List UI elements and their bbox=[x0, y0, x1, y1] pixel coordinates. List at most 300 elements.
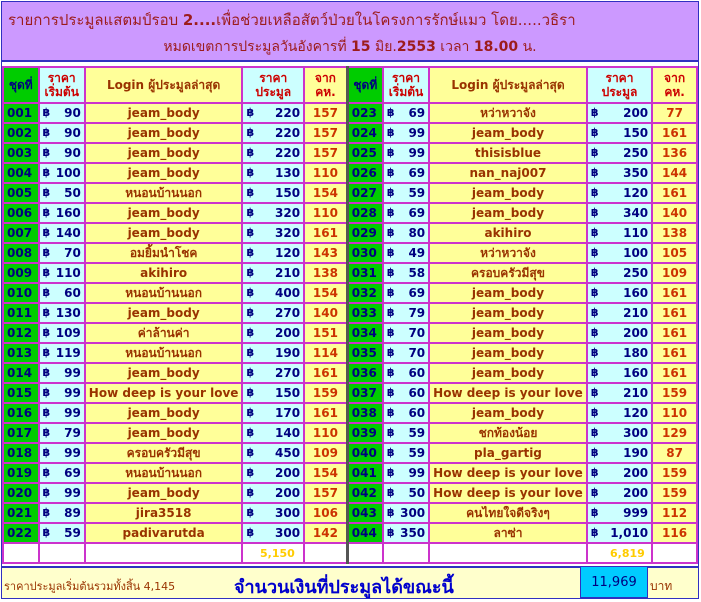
cell-comment-ref: 129 bbox=[652, 423, 697, 443]
bid-price-value: 400 bbox=[275, 286, 301, 300]
baht-symbol: ฿ bbox=[386, 366, 395, 379]
blank-cell bbox=[429, 543, 587, 563]
cell-bid-price bbox=[242, 463, 304, 483]
bid-price-value: 200 bbox=[275, 486, 301, 500]
cell-item-id: 005 bbox=[3, 183, 39, 203]
header-title-part: เพื่อช่วยเหลือสัตว์ป่วยในโครงการรักษ์แมว โดย.....วธิรา bbox=[216, 11, 576, 29]
cell-comment-ref: 77 bbox=[652, 103, 697, 123]
start-price-value: 89 bbox=[64, 506, 81, 520]
cell-login: jeam_body bbox=[85, 423, 243, 443]
table-row bbox=[3, 463, 697, 483]
cell-login: jeam_body bbox=[429, 403, 587, 423]
table-header-row bbox=[3, 67, 697, 103]
cell-comment-ref: 109 bbox=[652, 263, 697, 283]
blank-cell bbox=[39, 543, 85, 563]
bid-price-value: 999 bbox=[623, 506, 649, 520]
cell-start-price bbox=[383, 403, 429, 423]
table-row bbox=[3, 163, 697, 183]
bid-price-value: 210 bbox=[275, 266, 301, 280]
cell-start-price bbox=[383, 103, 429, 123]
cell-login: คนไทยใจดีจริงๆ bbox=[429, 503, 587, 523]
start-price-value: 59 bbox=[408, 426, 426, 440]
baht-symbol: ฿ bbox=[246, 226, 255, 239]
start-price-value: 59 bbox=[408, 186, 426, 200]
cell-item-id: 014 bbox=[3, 363, 39, 383]
cell-comment-ref: 161 bbox=[652, 183, 697, 203]
deadline-part: เวลา bbox=[435, 39, 474, 55]
cell-item-id: 022 bbox=[3, 523, 39, 543]
cell-bid-price bbox=[587, 483, 652, 503]
cell-item-id: 002 bbox=[3, 123, 39, 143]
cell-item-id: 020 bbox=[3, 483, 39, 503]
blank-cell bbox=[304, 543, 347, 563]
auction-sheet bbox=[1, 1, 699, 599]
bid-price-value: 300 bbox=[275, 506, 301, 520]
cell-comment-ref: 116 bbox=[652, 523, 697, 543]
baht-symbol: ฿ bbox=[42, 286, 51, 299]
bid-price-value: 200 bbox=[275, 466, 301, 480]
cell-item-id: 012 bbox=[3, 323, 39, 343]
start-price-value: 60 bbox=[408, 406, 426, 420]
baht-symbol: ฿ bbox=[590, 286, 599, 299]
cell-start-price bbox=[39, 363, 85, 383]
table-row bbox=[3, 343, 697, 363]
cell-item-id: 018 bbox=[3, 443, 39, 463]
cell-comment-ref: 114 bbox=[304, 343, 347, 363]
bid-price-value: 320 bbox=[275, 206, 301, 220]
baht-symbol: ฿ bbox=[42, 466, 51, 479]
cell-comment-ref: 140 bbox=[304, 303, 347, 323]
start-price-value: 69 bbox=[408, 206, 426, 220]
baht-symbol: ฿ bbox=[246, 326, 255, 339]
col-header-start bbox=[383, 67, 429, 103]
bid-price-value: 120 bbox=[623, 186, 649, 200]
deadline-part: น. bbox=[518, 39, 537, 55]
bid-price-value: 300 bbox=[623, 426, 649, 440]
col-header-text: คห. bbox=[664, 85, 685, 99]
baht-symbol: ฿ bbox=[42, 346, 51, 359]
cell-item-id: 006 bbox=[3, 203, 39, 223]
table-row bbox=[3, 203, 697, 223]
cell-comment-ref: 161 bbox=[652, 123, 697, 143]
cell-item-id: 023 bbox=[347, 103, 383, 123]
bid-price-value: 120 bbox=[623, 406, 649, 420]
bid-price-value: 220 bbox=[275, 146, 301, 160]
table-row bbox=[3, 443, 697, 463]
cell-login: ค่าล้านค่า bbox=[85, 323, 243, 343]
bid-price-value: 180 bbox=[623, 346, 649, 360]
cell-item-id: 016 bbox=[3, 403, 39, 423]
baht-symbol: ฿ bbox=[246, 126, 255, 139]
cell-login: How deep is your love bbox=[85, 383, 243, 403]
baht-symbol: ฿ bbox=[386, 286, 395, 299]
bid-price-value: 190 bbox=[275, 346, 301, 360]
cell-bid-price bbox=[242, 243, 304, 263]
baht-symbol: ฿ bbox=[386, 106, 395, 119]
bid-price-value: 160 bbox=[623, 366, 649, 380]
baht-symbol: ฿ bbox=[246, 166, 255, 179]
baht-symbol: ฿ bbox=[386, 306, 395, 319]
summary-bar bbox=[2, 566, 698, 598]
baht-symbol: ฿ bbox=[42, 446, 51, 459]
cell-bid-price bbox=[587, 323, 652, 343]
cell-start-price bbox=[383, 243, 429, 263]
baht-symbol: ฿ bbox=[386, 346, 395, 359]
cell-item-id: 028 bbox=[347, 203, 383, 223]
start-price-value: 70 bbox=[408, 346, 426, 360]
cell-login: How deep is your love bbox=[429, 483, 587, 503]
cell-bid-price bbox=[242, 383, 304, 403]
cell-start-price bbox=[39, 403, 85, 423]
baht-symbol: ฿ bbox=[386, 386, 395, 399]
start-price-value: 99 bbox=[64, 386, 81, 400]
cell-start-price bbox=[383, 343, 429, 363]
cell-bid-price bbox=[587, 103, 652, 123]
baht-symbol: ฿ bbox=[590, 526, 599, 539]
cell-comment-ref: 159 bbox=[304, 383, 347, 403]
baht-symbol: ฿ bbox=[246, 186, 255, 199]
cell-login: หว่าหวาจัง bbox=[429, 103, 587, 123]
cell-login: How deep is your love bbox=[429, 463, 587, 483]
cell-start-price bbox=[39, 503, 85, 523]
baht-symbol: ฿ bbox=[590, 466, 599, 479]
cell-comment-ref: 159 bbox=[652, 483, 697, 503]
cell-comment-ref: 138 bbox=[304, 263, 347, 283]
baht-symbol: ฿ bbox=[590, 266, 599, 279]
header-title bbox=[8, 8, 576, 32]
cell-start-price bbox=[39, 523, 85, 543]
cell-comment-ref: 105 bbox=[652, 243, 697, 263]
cell-item-id: 044 bbox=[347, 523, 383, 543]
cell-bid-price bbox=[587, 243, 652, 263]
cell-item-id: 021 bbox=[3, 503, 39, 523]
bid-price-value: 200 bbox=[623, 486, 649, 500]
cell-start-price bbox=[383, 463, 429, 483]
cell-start-price bbox=[39, 483, 85, 503]
cell-start-price bbox=[383, 303, 429, 323]
table-row bbox=[3, 483, 697, 503]
cell-login: jeam_body bbox=[429, 363, 587, 383]
col-header-text: คห. bbox=[315, 85, 336, 99]
start-price-value: 69 bbox=[64, 466, 81, 480]
cell-comment-ref: 138 bbox=[652, 223, 697, 243]
baht-symbol: ฿ bbox=[590, 406, 599, 419]
baht-symbol: ฿ bbox=[590, 126, 599, 139]
cell-start-price bbox=[39, 463, 85, 483]
cell-bid-price bbox=[587, 263, 652, 283]
cell-item-id: 035 bbox=[347, 343, 383, 363]
cell-start-price bbox=[39, 383, 85, 403]
bid-price-value: 350 bbox=[623, 166, 649, 180]
baht-symbol: ฿ bbox=[42, 366, 51, 379]
start-price-value: 140 bbox=[55, 226, 81, 240]
cell-login: jeam_body bbox=[429, 183, 587, 203]
cell-item-id: 009 bbox=[3, 263, 39, 283]
cell-start-price bbox=[39, 183, 85, 203]
baht-symbol: ฿ bbox=[42, 326, 51, 339]
bid-price-value: 300 bbox=[275, 526, 301, 540]
baht-symbol: ฿ bbox=[42, 126, 51, 139]
start-price-value: 99 bbox=[408, 466, 426, 480]
cell-comment-ref: 159 bbox=[652, 463, 697, 483]
cell-start-price bbox=[383, 283, 429, 303]
start-price-value: 99 bbox=[64, 486, 81, 500]
cell-login: หนอนบ้านนอก bbox=[85, 183, 243, 203]
table-row bbox=[3, 303, 697, 323]
baht-symbol: ฿ bbox=[590, 246, 599, 259]
cell-start-price bbox=[383, 203, 429, 223]
col-header-from bbox=[652, 67, 697, 103]
cell-comment-ref: 110 bbox=[304, 163, 347, 183]
start-price-value: 160 bbox=[55, 206, 81, 220]
cell-bid-price bbox=[587, 223, 652, 243]
subtotal-row bbox=[3, 543, 697, 563]
cell-item-id: 004 bbox=[3, 163, 39, 183]
cell-bid-price bbox=[242, 363, 304, 383]
cell-bid-price bbox=[587, 163, 652, 183]
baht-symbol: ฿ bbox=[42, 486, 51, 499]
bid-price-value: 220 bbox=[275, 106, 301, 120]
cell-comment-ref: 161 bbox=[652, 283, 697, 303]
cell-login: หว่าหวาจัง bbox=[429, 243, 587, 263]
col-header-start bbox=[39, 67, 85, 103]
subtotal-left: 5,150 bbox=[260, 547, 295, 560]
cell-comment-ref: 110 bbox=[652, 403, 697, 423]
bid-price-value: 340 bbox=[623, 206, 649, 220]
cell-login: jeam_body bbox=[85, 163, 243, 183]
cell-comment-ref: 151 bbox=[304, 323, 347, 343]
bid-price-value: 270 bbox=[275, 306, 301, 320]
baht-symbol: ฿ bbox=[590, 206, 599, 219]
baht-symbol: ฿ bbox=[386, 446, 395, 459]
baht-symbol: ฿ bbox=[246, 446, 255, 459]
cell-comment-ref: 136 bbox=[652, 143, 697, 163]
sheet-header bbox=[2, 2, 698, 62]
cell-comment-ref: 106 bbox=[304, 503, 347, 523]
baht-symbol: ฿ bbox=[42, 526, 51, 539]
table-row bbox=[3, 223, 697, 243]
cell-login: jeam_body bbox=[85, 123, 243, 143]
cell-bid-price bbox=[587, 463, 652, 483]
cell-bid-price bbox=[242, 483, 304, 503]
cell-login: jeam_body bbox=[429, 203, 587, 223]
table-row bbox=[3, 283, 697, 303]
bid-price-value: 150 bbox=[275, 186, 301, 200]
baht-symbol: ฿ bbox=[590, 426, 599, 439]
cell-comment-ref: 112 bbox=[652, 503, 697, 523]
cell-start-price bbox=[383, 383, 429, 403]
cell-bid-price bbox=[242, 143, 304, 163]
cell-login: How deep is your love bbox=[429, 383, 587, 403]
baht-symbol: ฿ bbox=[386, 506, 395, 519]
start-price-value: 60 bbox=[64, 286, 81, 300]
cell-comment-ref: 143 bbox=[304, 243, 347, 263]
bid-price-value: 250 bbox=[623, 266, 649, 280]
cell-login: jeam_body bbox=[85, 203, 243, 223]
baht-symbol: ฿ bbox=[42, 206, 51, 219]
cell-comment-ref: 154 bbox=[304, 463, 347, 483]
header-round-number: 2.... bbox=[182, 11, 217, 29]
baht-symbol: ฿ bbox=[42, 386, 51, 399]
deadline-year: 2553 bbox=[396, 39, 436, 55]
baht-symbol: ฿ bbox=[590, 326, 599, 339]
col-header-text: ราคา bbox=[605, 71, 634, 85]
cell-item-id: 038 bbox=[347, 403, 383, 423]
cell-comment-ref: 144 bbox=[652, 163, 697, 183]
baht-symbol: ฿ bbox=[246, 426, 255, 439]
baht-symbol: ฿ bbox=[42, 406, 51, 419]
col-header-id bbox=[3, 67, 39, 103]
table-row bbox=[3, 383, 697, 403]
col-header-text: ชุดที่ bbox=[8, 78, 33, 92]
baht-symbol: ฿ bbox=[42, 146, 51, 159]
cell-bid-price bbox=[587, 143, 652, 163]
baht-symbol: ฿ bbox=[386, 266, 395, 279]
cell-item-id: 040 bbox=[347, 443, 383, 463]
col-header-login bbox=[429, 67, 587, 103]
cell-bid-price bbox=[242, 303, 304, 323]
baht-symbol: ฿ bbox=[246, 206, 255, 219]
start-price-value: 119 bbox=[55, 346, 81, 360]
deadline-time: 18.00 bbox=[473, 39, 519, 55]
cell-start-price bbox=[383, 503, 429, 523]
cell-bid-price bbox=[242, 323, 304, 343]
baht-symbol: ฿ bbox=[246, 366, 255, 379]
cell-bid-price bbox=[587, 343, 652, 363]
col-header-text: เริ่มต้น bbox=[388, 85, 424, 99]
bid-price-value: 130 bbox=[275, 166, 301, 180]
deadline-part: หมดเขตการประมูลวันอังคารที่ bbox=[163, 39, 352, 55]
cell-item-id: 043 bbox=[347, 503, 383, 523]
cell-bid-price bbox=[242, 343, 304, 363]
cell-start-price bbox=[39, 243, 85, 263]
baht-symbol: ฿ bbox=[246, 286, 255, 299]
blank-cell bbox=[85, 543, 243, 563]
col-header-text: เริ่มต้น bbox=[44, 85, 79, 99]
baht-symbol: ฿ bbox=[42, 506, 51, 519]
baht-symbol: ฿ bbox=[42, 186, 51, 199]
start-price-value: 130 bbox=[55, 306, 81, 320]
cell-comment-ref: 161 bbox=[304, 223, 347, 243]
cell-comment-ref: 161 bbox=[304, 363, 347, 383]
table-row bbox=[3, 183, 697, 203]
blank-cell bbox=[652, 543, 697, 563]
cell-item-id: 007 bbox=[3, 223, 39, 243]
baht-symbol: ฿ bbox=[246, 526, 255, 539]
start-price-value: 99 bbox=[64, 406, 81, 420]
cell-bid-price bbox=[242, 183, 304, 203]
cell-item-id: 032 bbox=[347, 283, 383, 303]
baht-symbol: ฿ bbox=[42, 426, 51, 439]
bid-price-value: 200 bbox=[623, 106, 649, 120]
bid-price-value: 210 bbox=[623, 386, 649, 400]
current-total-value: 11,969 bbox=[580, 566, 648, 598]
cell-start-price bbox=[383, 483, 429, 503]
cell-comment-ref: 161 bbox=[652, 303, 697, 323]
cell-item-id: 027 bbox=[347, 183, 383, 203]
cell-comment-ref: 110 bbox=[304, 203, 347, 223]
cell-comment-ref: 161 bbox=[652, 323, 697, 343]
subtotal-right: 6,819 bbox=[610, 547, 645, 560]
start-price-value: 50 bbox=[64, 186, 81, 200]
bid-price-value: 150 bbox=[623, 126, 649, 140]
cell-login: jeam_body bbox=[429, 123, 587, 143]
cell-comment-ref: 154 bbox=[304, 283, 347, 303]
start-price-value: 70 bbox=[408, 326, 426, 340]
cell-login: jeam_body bbox=[85, 103, 243, 123]
cell-login: jeam_body bbox=[85, 403, 243, 423]
table-row bbox=[3, 143, 697, 163]
cell-login: jeam_body bbox=[85, 483, 243, 503]
cell-bid-price bbox=[242, 503, 304, 523]
cell-bid-price bbox=[242, 223, 304, 243]
baht-symbol: ฿ bbox=[386, 206, 395, 219]
cell-login: หนอนบ้านนอก bbox=[85, 283, 243, 303]
baht-symbol: ฿ bbox=[42, 246, 51, 259]
cell-start-price bbox=[39, 163, 85, 183]
baht-symbol: ฿ bbox=[42, 106, 51, 119]
cell-comment-ref: 140 bbox=[652, 203, 697, 223]
cell-item-id: 017 bbox=[3, 423, 39, 443]
cell-start-price bbox=[383, 143, 429, 163]
currency-unit: บาท bbox=[650, 579, 673, 593]
cell-item-id: 029 bbox=[347, 223, 383, 243]
start-price-value: 79 bbox=[408, 306, 426, 320]
cell-bid-price bbox=[242, 283, 304, 303]
cell-start-price bbox=[383, 323, 429, 343]
col-header-text: ชุดที่ bbox=[353, 78, 378, 92]
cell-comment-ref: 161 bbox=[652, 363, 697, 383]
cell-bid-price bbox=[242, 443, 304, 463]
bid-price-value: 1,010 bbox=[610, 526, 649, 540]
start-price-value: 99 bbox=[408, 126, 426, 140]
baht-symbol: ฿ bbox=[246, 346, 255, 359]
cell-login: pla_gartig bbox=[429, 443, 587, 463]
baht-symbol: ฿ bbox=[246, 506, 255, 519]
cell-bid-price bbox=[587, 503, 652, 523]
deadline-part: มิย. bbox=[370, 39, 397, 55]
cell-login: jeam_body bbox=[429, 283, 587, 303]
start-price-value: 99 bbox=[64, 446, 81, 460]
bid-price-value: 140 bbox=[275, 426, 301, 440]
cell-comment-ref: 157 bbox=[304, 103, 347, 123]
cell-login: thisisblue bbox=[429, 143, 587, 163]
bid-price-value: 200 bbox=[623, 326, 649, 340]
blank-cell bbox=[383, 543, 429, 563]
cell-start-price bbox=[383, 223, 429, 243]
baht-symbol: ฿ bbox=[246, 246, 255, 259]
cell-bid-price bbox=[242, 123, 304, 143]
baht-symbol: ฿ bbox=[590, 166, 599, 179]
cell-login: jeam_body bbox=[85, 143, 243, 163]
cell-comment-ref: 161 bbox=[304, 403, 347, 423]
baht-symbol: ฿ bbox=[386, 426, 395, 439]
blank-cell bbox=[3, 543, 39, 563]
cell-item-id: 037 bbox=[347, 383, 383, 403]
cell-bid-price bbox=[242, 423, 304, 443]
col-header-text: Login ผู้ประมูลล่าสุด bbox=[106, 78, 221, 92]
cell-bid-price bbox=[587, 183, 652, 203]
baht-symbol: ฿ bbox=[246, 466, 255, 479]
table-row bbox=[3, 523, 697, 543]
cell-start-price bbox=[39, 223, 85, 243]
baht-symbol: ฿ bbox=[386, 326, 395, 339]
cell-start-price bbox=[39, 203, 85, 223]
cell-item-id: 010 bbox=[3, 283, 39, 303]
baht-symbol: ฿ bbox=[590, 446, 599, 459]
cell-start-price bbox=[39, 303, 85, 323]
cell-start-price bbox=[383, 443, 429, 463]
